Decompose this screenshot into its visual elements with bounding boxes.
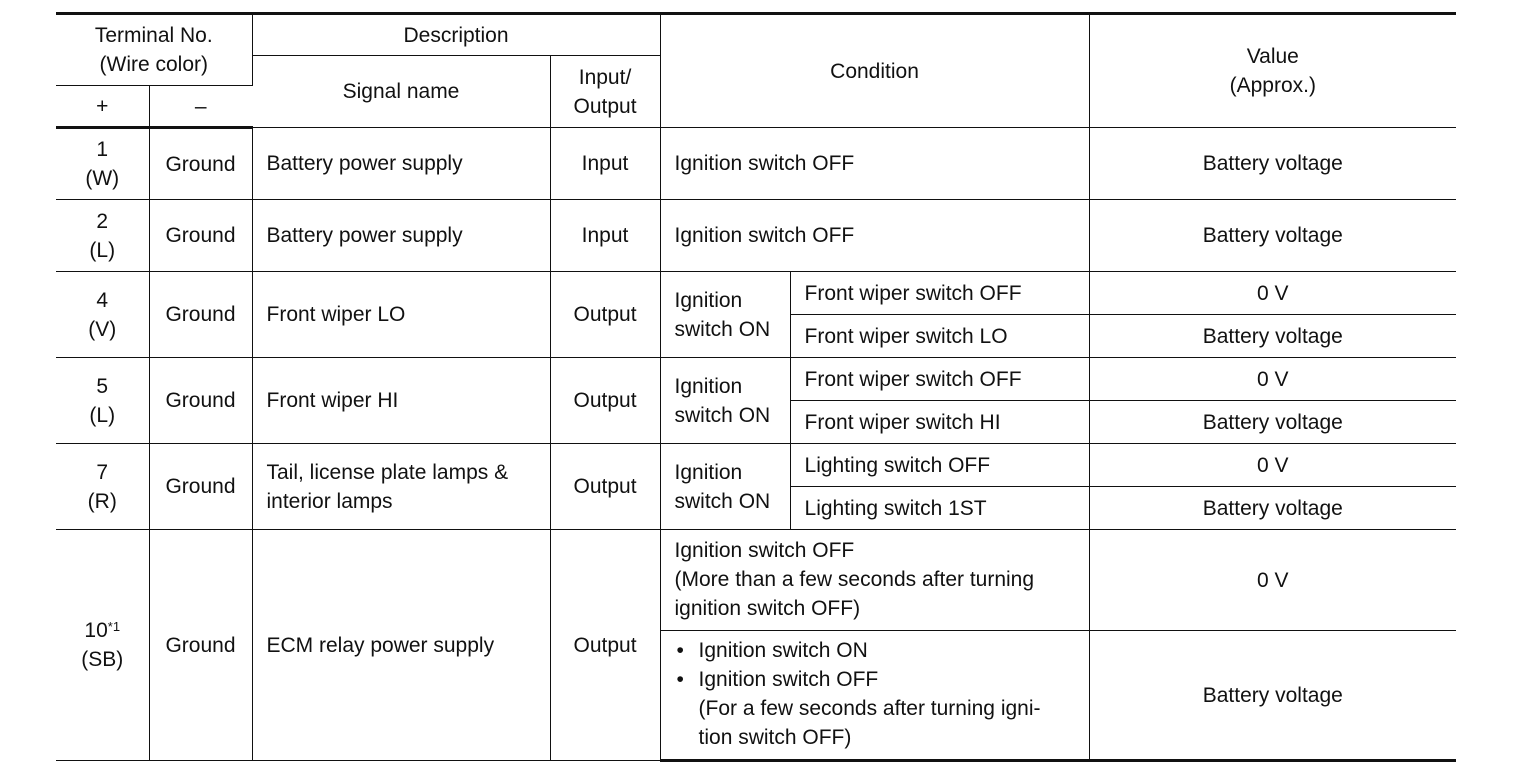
header-description: Description — [252, 14, 660, 56]
terminal-cell — [56, 444, 149, 530]
header-minus: – — [149, 86, 252, 128]
table-row — [56, 128, 1456, 200]
minus-cell: Ground — [149, 200, 252, 272]
condition-main-line-1: Ignition — [674, 460, 743, 484]
terminal-cell — [56, 358, 149, 444]
header-terminal-no — [56, 14, 252, 86]
terminal-number: 1 — [96, 138, 109, 161]
wire-color: (R) — [87, 489, 117, 513]
minus-cell: Ground — [149, 530, 252, 761]
signal-name-line-2: interior lamps — [266, 489, 393, 513]
terminal-number — [62, 616, 143, 645]
io-cell: Input — [550, 200, 660, 272]
signal-name-cell: ECM relay power supply — [252, 530, 550, 761]
value-cell: 0 V — [1089, 530, 1456, 631]
condition-main-cell — [660, 358, 790, 444]
condition-cell: Ignition switch OFF — [660, 128, 1089, 200]
io-cell: Output — [550, 358, 660, 444]
terminal-cell — [56, 530, 149, 761]
condition-sub-cell: Front wiper switch HI — [790, 401, 1089, 444]
table-row — [56, 444, 1456, 487]
condition-line-1: Ignition switch OFF — [674, 538, 855, 562]
condition-cell: Ignition switch OFF — [660, 200, 1089, 272]
signal-name-cell: Battery power supply — [252, 200, 550, 272]
condition-sub-cell: Lighting switch 1ST — [790, 487, 1089, 530]
minus-cell: Ground — [149, 444, 252, 530]
terminal-number: 7 — [96, 460, 109, 484]
value-cell: 0 V — [1089, 272, 1456, 315]
header-plus: + — [56, 86, 149, 128]
terminal-spec-table — [56, 12, 1456, 762]
terminal-number: 5 — [96, 374, 109, 398]
minus-cell: Ground — [149, 272, 252, 358]
value-cell: 0 V — [1089, 444, 1456, 487]
condition-cell — [660, 631, 1089, 761]
value-cell: Battery voltage — [1089, 487, 1456, 530]
header-output-label: Output — [573, 94, 637, 118]
value-cell: Battery voltage — [1089, 128, 1456, 200]
minus-cell: Ground — [149, 128, 252, 200]
condition-note-line-1: (For a few seconds after turning igni- — [698, 697, 1041, 720]
condition-sub-cell: Front wiper switch OFF — [790, 358, 1089, 401]
condition-sub-cell: Lighting switch OFF — [790, 444, 1089, 487]
header-input-output — [550, 56, 660, 128]
condition-sub-cell: Front wiper switch LO — [790, 315, 1089, 358]
signal-name-cell: Battery power supply — [252, 128, 550, 200]
terminal-cell — [56, 200, 149, 272]
value-cell: Battery voltage — [1089, 315, 1456, 358]
wire-color: (SB) — [81, 648, 124, 671]
terminal-number-text: 10 — [84, 619, 108, 642]
signal-name-cell: Front wiper HI — [252, 358, 550, 444]
io-cell: Output — [550, 530, 660, 761]
condition-cell — [660, 530, 1089, 631]
signal-name-cell: Front wiper LO — [252, 272, 550, 358]
condition-bullet-list — [675, 636, 1083, 694]
terminal-number: 2 — [96, 209, 109, 233]
terminal-number: 4 — [96, 288, 109, 312]
footnote-marker: *1 — [107, 619, 121, 634]
header-terminal-no-label: Terminal No. — [94, 24, 213, 47]
condition-main-cell — [660, 272, 790, 358]
header-value — [1089, 14, 1456, 128]
header-condition: Condition — [660, 14, 1089, 128]
header-wire-color-label: (Wire color) — [99, 53, 208, 76]
header-approx-label: (Approx.) — [1229, 74, 1316, 97]
io-cell: Output — [550, 444, 660, 530]
value-cell: Battery voltage — [1089, 200, 1456, 272]
table-row — [56, 272, 1456, 315]
condition-line-3: ignition switch OFF) — [674, 596, 861, 620]
value-cell: Battery voltage — [1089, 401, 1456, 444]
io-cell: Input — [550, 128, 660, 200]
signal-name-cell — [252, 444, 550, 530]
terminal-cell — [56, 128, 149, 200]
signal-name-line-1: Tail, license plate lamps & — [266, 460, 509, 484]
terminal-cell — [56, 272, 149, 358]
condition-main-line-1: Ignition — [674, 288, 743, 312]
header-signal-name: Signal name — [252, 56, 550, 128]
condition-main-cell — [660, 444, 790, 530]
condition-main-line-2: switch ON — [674, 317, 771, 341]
wire-color: (V) — [88, 317, 117, 341]
table-row — [56, 200, 1456, 272]
value-cell: 0 V — [1089, 358, 1456, 401]
condition-line-2: (More than a few seconds after turning — [674, 567, 1035, 591]
table-row — [56, 530, 1456, 631]
wire-color: (L) — [89, 238, 116, 262]
condition-main-line-2: switch ON — [674, 403, 771, 427]
header-value-label: Value — [1246, 45, 1299, 68]
condition-main-line-1: Ignition — [674, 374, 743, 398]
header-input-label: Input/ — [578, 65, 632, 89]
wire-color: (W) — [85, 167, 120, 190]
value-cell: Battery voltage — [1089, 631, 1456, 761]
table-row — [56, 358, 1456, 401]
condition-sub-cell: Front wiper switch OFF — [790, 272, 1089, 315]
minus-cell: Ground — [149, 358, 252, 444]
wire-color: (L) — [89, 403, 116, 427]
condition-note-line-2: tion switch OFF) — [698, 726, 852, 749]
condition-main-line-2: switch ON — [674, 489, 771, 513]
condition-bullet-item: • Ignition switch OFF — [675, 665, 1083, 694]
condition-bullet-item: • Ignition switch ON — [675, 636, 1083, 665]
io-cell: Output — [550, 272, 660, 358]
